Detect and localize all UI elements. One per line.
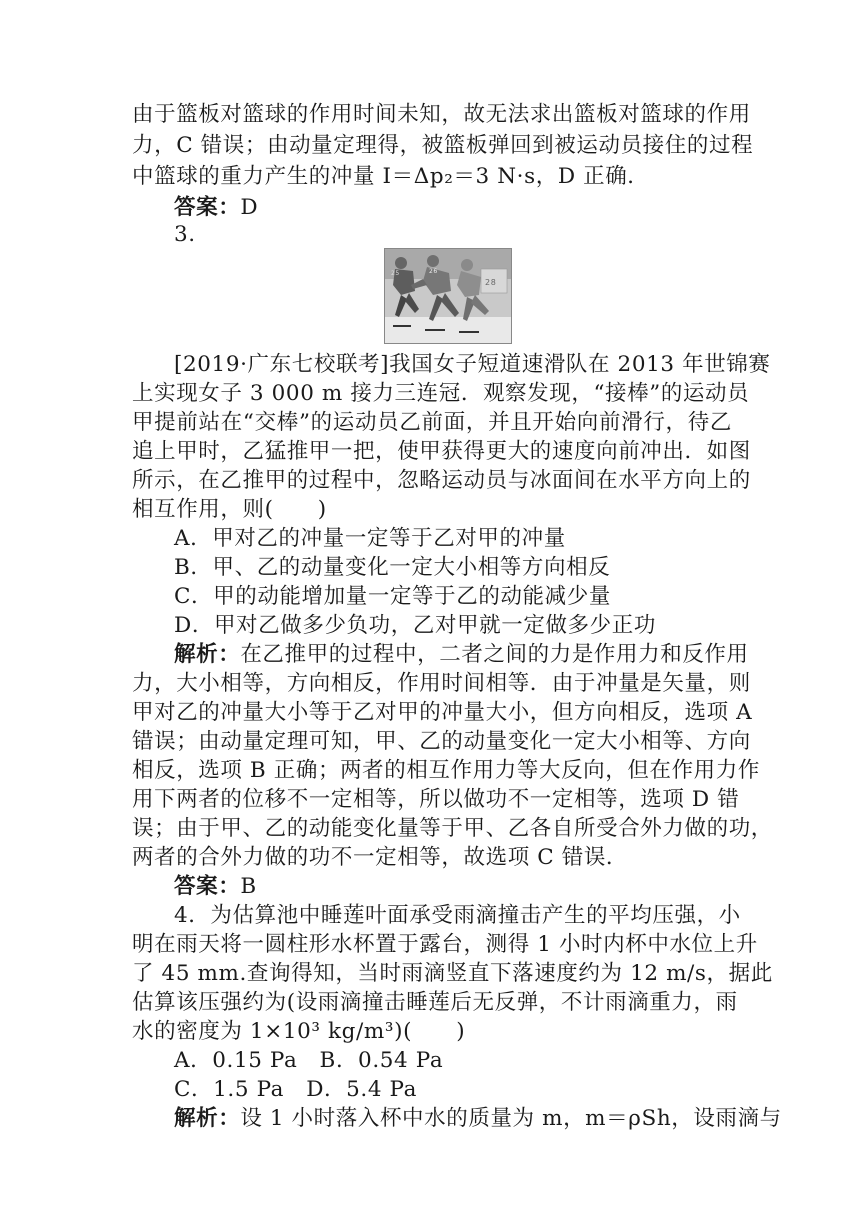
options-ab: A．0.15 Pa B．0.54 Pa — [174, 1048, 444, 1073]
text-line: 由于篮板对篮球的作用时间未知，故无法求出篮板对篮球的作用 — [132, 102, 751, 127]
options-cd: C．1.5 Pa D．5.4 Pa — [174, 1077, 418, 1102]
solution-line — [174, 640, 749, 669]
text-line: 了 45 mm.查询得知，当时雨滴竖直下落速度约为 12 m/s，据此 — [132, 961, 773, 986]
solution-label: 解析： — [174, 642, 241, 667]
text-line: 误；由于甲、乙的动能变化量等于甲、乙各自所受合外力做的功， — [132, 816, 773, 841]
option-d: D．甲对乙做多少负功，乙对甲就一定做多少正功 — [174, 613, 656, 638]
solution-text: 设 1 小时落入杯中水的质量为 m，m＝ρSh，设雨滴与 — [240, 1106, 782, 1131]
text-line: 相互作用，则( ) — [132, 497, 327, 522]
text-line: 估算该压强约为(设雨滴撞击睡莲后无反弹，不计雨滴重力，雨 — [132, 990, 738, 1015]
question-number: 3. — [174, 222, 196, 247]
text-line: 甲提前站在“交棒”的运动员乙前面，并且开始向前滑行，待乙 — [132, 410, 732, 435]
text-line: 力，大小相等，方向相反，作用时间相等．由于冲量是矢量，则 — [132, 671, 751, 696]
text-line: 追上甲时，乙猛推甲一把，使甲获得更大的速度向前冲出．如图 — [132, 439, 751, 464]
answer-line — [174, 193, 732, 222]
text-line: 错误；由动量定理可知，甲、乙的动量变化一定大小相等、方向 — [132, 729, 751, 754]
speed-skating-photo — [384, 248, 512, 344]
text-line: 甲对乙的冲量大小等于乙对甲的冲量大小，但方向相反，选项 A — [132, 700, 753, 725]
svg-text:26: 26 — [429, 268, 438, 275]
option-c: C．甲的动能增加量一定等于乙的动能减少量 — [174, 584, 611, 609]
answer-value: D — [240, 195, 259, 220]
text-line: 水的密度为 1×10³ kg/m³)( ) — [132, 1019, 466, 1044]
option-b: B．甲、乙的动量变化一定大小相等方向相反 — [174, 555, 611, 580]
text-line: 力，C 错误；由动量定理得，被篮板弹回到被运动员接住的过程 — [132, 133, 754, 158]
text-line: [2019·广东七校联考]我国女子短道速滑队在 2013 年世锦赛 — [174, 352, 771, 377]
answer-label: 答案： — [174, 874, 241, 899]
skaters-illustration — [385, 249, 511, 343]
solution-line — [174, 1104, 782, 1133]
svg-text:28: 28 — [485, 278, 497, 287]
solution-label: 解析： — [174, 1106, 241, 1131]
text-line: 所示，在乙推甲的过程中，忽略运动员与冰面间在水平方向上的 — [132, 468, 751, 493]
option-a: A．甲对乙的冲量一定等于乙对甲的冲量 — [174, 526, 566, 551]
text-line: 4．为估算池中睡莲叶面承受雨滴撞击产生的平均压强，小 — [174, 903, 741, 928]
text-line: 上实现女子 3 000 m 接力三连冠．观察发现，“接棒”的运动员 — [132, 381, 750, 406]
solution-text: 在乙推甲的过程中，二者之间的力是作用力和反作用 — [240, 642, 749, 667]
text-line: 两者的合外力做的功不一定相等，故选项 C 错误． — [132, 845, 629, 870]
answer-value: B — [240, 874, 257, 899]
answer-line — [174, 872, 732, 901]
text-line: 明在雨天将一圆柱形水杯置于露台，测得 1 小时内杯中水位上升 — [132, 932, 758, 957]
text-line: 相反，选项 B 正确；两者的相互作用力等大反向，但在作用力作 — [132, 758, 760, 783]
text-line: 用下两者的位移不一定相等，所以做功不一定相等，选项 D 错 — [132, 787, 740, 812]
text-line: 中篮球的重力产生的冲量 I＝Δp₂＝3 N·s，D 正确． — [132, 164, 650, 189]
answer-label: 答案： — [174, 195, 241, 220]
svg-text:25: 25 — [391, 270, 400, 277]
